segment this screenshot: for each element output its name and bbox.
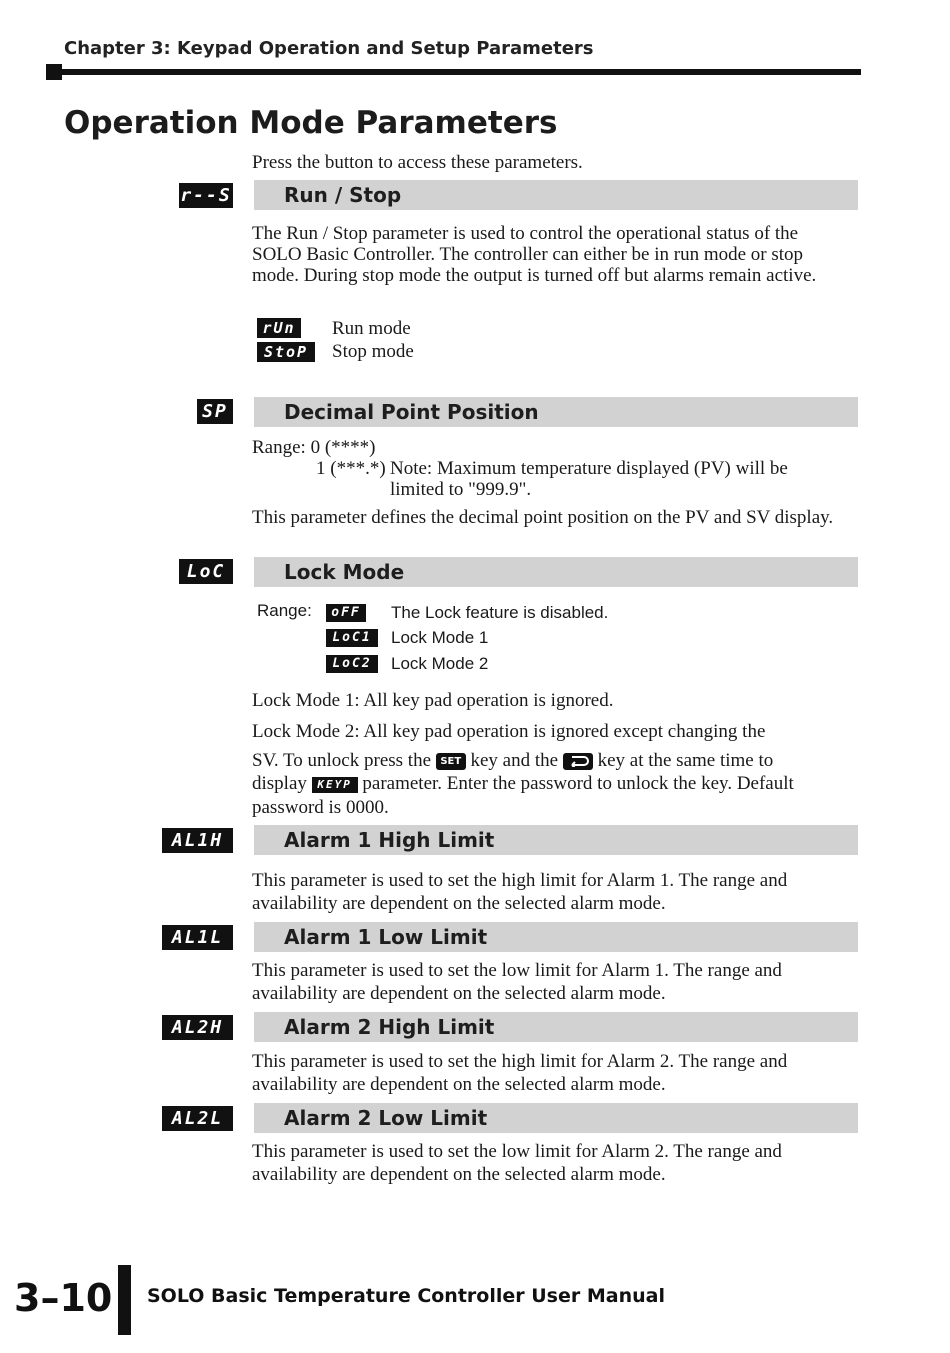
alarm2-low-heading-bar — [254, 1103, 858, 1133]
decimal-code-display: SP — [197, 399, 233, 424]
alarm2-low-desc-line1: This parameter is used to set the low limit for Alarm 2. The range and — [252, 1141, 782, 1162]
lock1-label: Lock Mode 1 — [391, 628, 489, 647]
page-title: Operation Mode Parameters — [64, 105, 558, 141]
chapter-heading: Chapter 3: Keypad Operation and Setup Parameters — [64, 38, 594, 59]
alarm1-high-desc-line2: availability are dependent on the selected alarm mode. — [252, 893, 666, 914]
alarm2-low-code-display: AL2L — [162, 1106, 233, 1131]
lock-code-display: LoC — [179, 559, 233, 584]
lock-mode2-line2 — [252, 750, 773, 771]
alarm2-high-heading-bar — [254, 1012, 858, 1042]
run-stop-description: The Run / Stop parameter is used to control the operational status of the SOLO Basic Controller. The controller can either be in run mode or stop mode. During stop mode the output is turned off but alarms remain active. — [252, 223, 817, 286]
return-key-icon — [563, 753, 593, 770]
decimal-heading: Decimal Point Position — [284, 400, 539, 424]
lock-heading-bar — [254, 557, 858, 587]
alarm1-low-heading: Alarm 1 Low Limit — [284, 925, 488, 949]
lock2-label: Lock Mode 2 — [391, 654, 489, 673]
stop-mode-label: Stop mode — [332, 341, 414, 362]
decimal-note-line1: Note: Maximum temperature displayed (PV) will be — [390, 458, 788, 479]
lock-mode2-text-a: SV. To unlock press the — [252, 750, 431, 771]
alarm1-low-code-display: AL1L — [162, 925, 233, 950]
alarm1-high-heading-bar — [254, 825, 858, 855]
run-stop-code-display: r--S — [180, 185, 232, 206]
run-stop-heading-bar — [254, 180, 858, 210]
alarm1-high-desc-line1: This parameter is used to set the high limit for Alarm 1. The range and — [252, 870, 788, 891]
alarm1-low-desc-line2: availability are dependent on the selected alarm mode. — [252, 983, 666, 1004]
lock-off-code-display: oFF — [326, 604, 366, 622]
decimal-range-line2: 1 (***.*) — [316, 458, 386, 479]
lock-mode1-text: Lock Mode 1: All key pad operation is ignored. — [252, 690, 614, 711]
page-number: 3–10 — [14, 1276, 113, 1320]
alarm1-low-desc-line1: This parameter is used to set the low limit for Alarm 1. The range and — [252, 960, 782, 981]
set-key-icon: SET — [436, 753, 466, 770]
decimal-heading-bar — [254, 397, 858, 427]
run-mode-code-display: rUn — [257, 318, 301, 338]
stop-mode-code-display: StoP — [257, 342, 315, 362]
lock1-code-display: LoC1 — [326, 629, 378, 647]
lock-heading: Lock Mode — [284, 560, 405, 584]
alarm2-high-desc-line1: This parameter is used to set the high limit for Alarm 2. The range and — [252, 1051, 788, 1072]
lock-mode2-text-d: display — [252, 773, 307, 794]
lock-mode2-line1: Lock Mode 2: All key pad operation is ignored except changing the — [252, 721, 766, 742]
alarm2-high-heading: Alarm 2 High Limit — [284, 1015, 495, 1039]
keyp-code-display: KEYP — [312, 777, 358, 793]
lock-off-label: The Lock feature is disabled. — [391, 603, 609, 622]
lock-mode2-text-b: key and the — [470, 750, 559, 771]
decimal-note-line2: limited to "999.9". — [390, 479, 532, 500]
alarm2-high-desc-line2: availability are dependent on the selected alarm mode. — [252, 1074, 666, 1095]
run-stop-heading: Run / Stop — [284, 183, 402, 207]
run-mode-label: Run mode — [332, 318, 411, 339]
alarm2-low-desc-line2: availability are dependent on the selected alarm mode. — [252, 1164, 666, 1185]
alarm2-low-heading: Alarm 2 Low Limit — [284, 1106, 488, 1130]
lock-mode2-line4: password is 0000. — [252, 797, 389, 818]
decimal-description: This parameter defines the decimal point position on the PV and SV display. — [252, 507, 834, 528]
alarm2-high-code-display: AL2H — [162, 1015, 233, 1040]
footer-divider — [118, 1265, 131, 1335]
lock-mode2-text-e: parameter. Enter the password to unlock the key. Default — [362, 773, 794, 794]
decimal-range-line1: Range: 0 (****) — [252, 437, 376, 458]
alarm1-low-heading-bar — [254, 922, 858, 952]
manual-title: SOLO Basic Temperature Controller User Manual — [147, 1285, 665, 1307]
alarm1-high-heading: Alarm 1 High Limit — [284, 828, 495, 852]
intro-text: Press the button to access these parameters. — [252, 152, 583, 173]
lock-range-label: Range: — [257, 601, 312, 620]
lock-mode2-text-c: key at the same time to — [597, 750, 774, 771]
alarm1-high-code-display: AL1H — [162, 828, 233, 853]
header-rule — [46, 69, 861, 75]
lock-mode2-line3 — [252, 773, 794, 794]
lock2-code-display: LoC2 — [326, 655, 378, 673]
